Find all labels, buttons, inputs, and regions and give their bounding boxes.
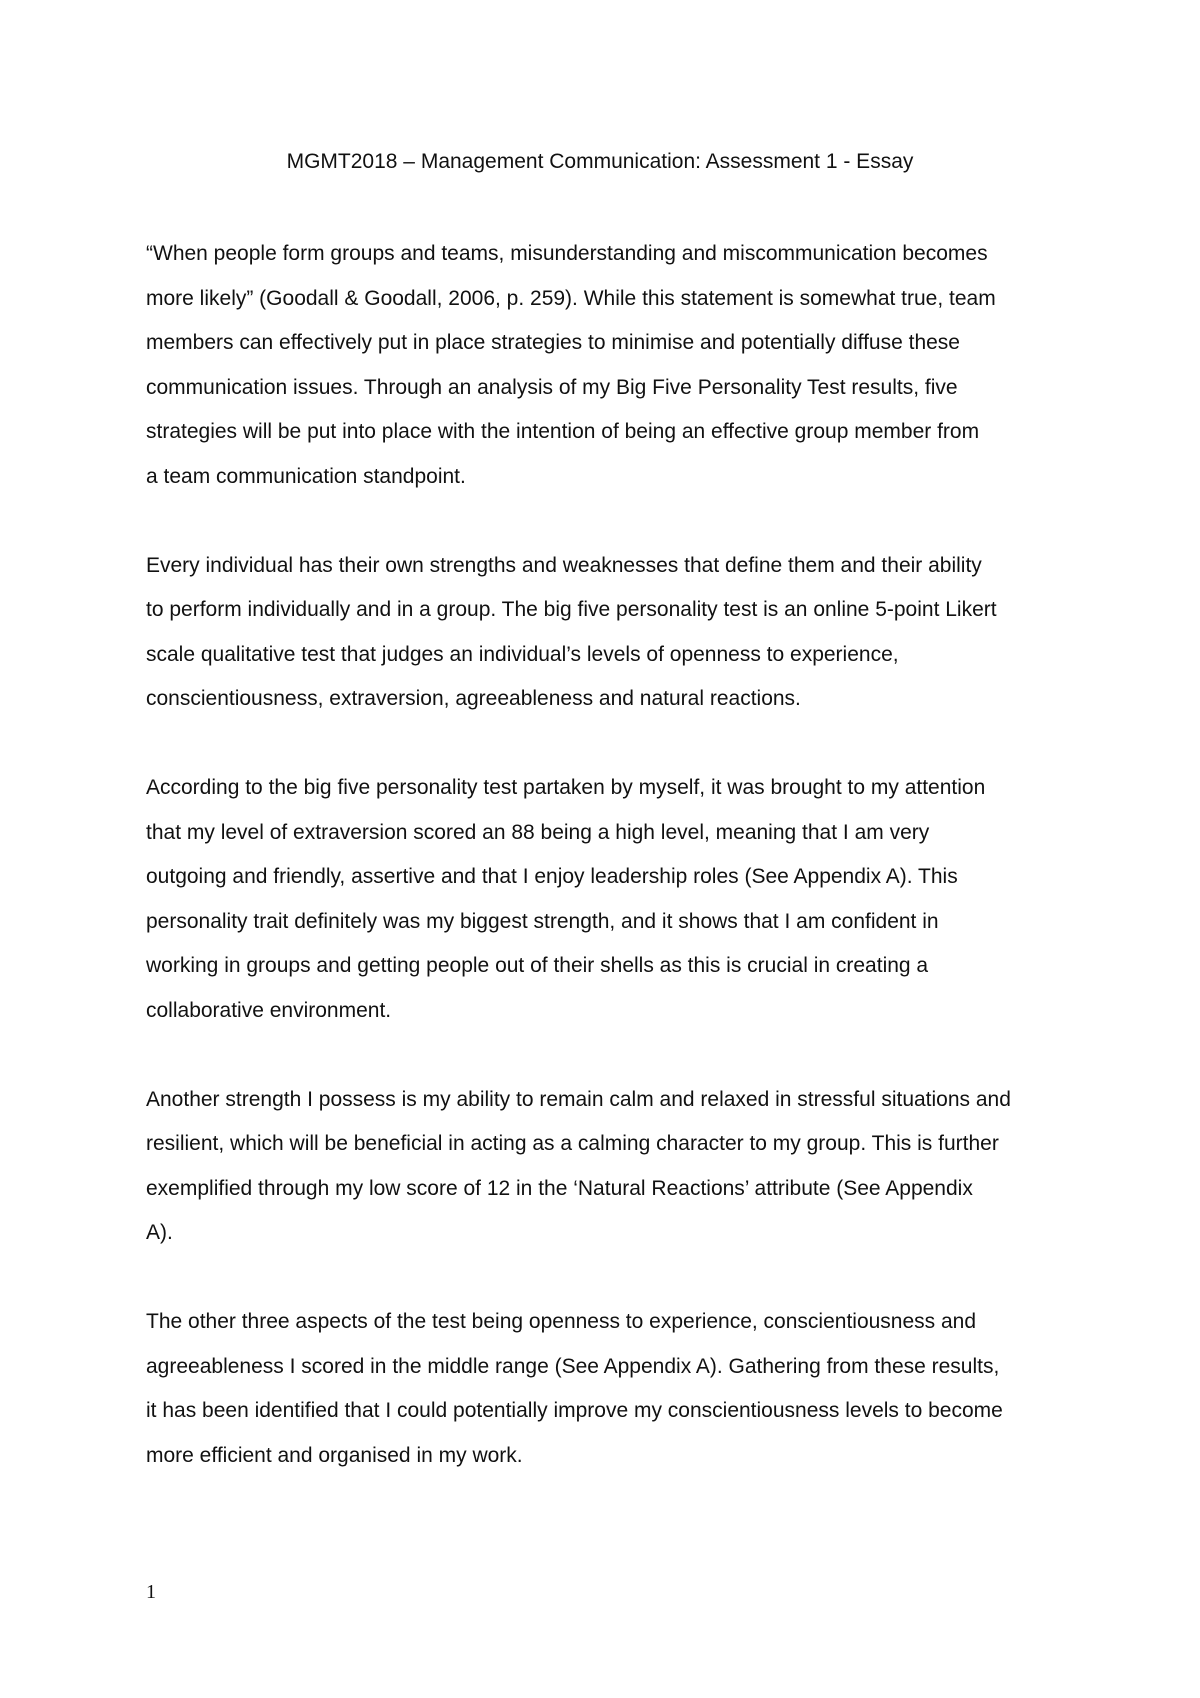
paragraph-other-aspects: The other three aspects of the test being openness to experience, conscientiousness and agreeableness I scored in the middle range (See Appendix A). Gathering from these results, it has been identified that I could potentially improve my conscientiousness levels to become more efficient and organised in my work. [146, 1310, 1003, 1467]
document-title: MGMT2018 – Management Communication: Assessment 1 - Essay [286, 150, 914, 173]
paragraph-intro: “When people form groups and teams, misunderstanding and miscommunication becomes more likely” (Goodall & Goodall, 2006, p. 259). While this statement is somewhat true, team members can effectively put in place strategies to minimise and potentially diffuse these communication issues. Through an analysis of my Big Five Personality Test results, five strategies will be put into place with the intention of being an effective group member from a team communication standpoint. [146, 242, 996, 488]
paragraph-strengths-weaknesses: Every individual has their own strengths and weaknesses that define them and their ability to perform individually and in a group. The big five personality test is an online 5-point Likert scale qualitative test that judges an individual’s levels of openness to experience, conscientiousness, extraversion, agreeableness and natural reactions. [146, 553, 997, 710]
page-number: 1 [146, 1581, 156, 1603]
document-body [146, 232, 1071, 1478]
paragraph-natural-reactions: Another strength I possess is my ability to remain calm and relaxed in stressful situations and resilient, which will be beneficial in acting as a calming character to my group. This is further exemplified through my low score of 12 in the ‘Natural Reactions’ attribute (See Appendix A). [146, 1087, 1011, 1244]
paragraph-extraversion: According to the big five personality test partaken by myself, it was brought to my attention that my level of extraversion scored an 88 being a high level, meaning that I am very outgoing and friendly, assertive and that I enjoy leadership roles (See Appendix A). This personality trait definitely was my biggest strength, and it shows that I am confident in working in groups and getting people out of their shells as this is crucial in creating a collaborative environment. [146, 776, 986, 1022]
